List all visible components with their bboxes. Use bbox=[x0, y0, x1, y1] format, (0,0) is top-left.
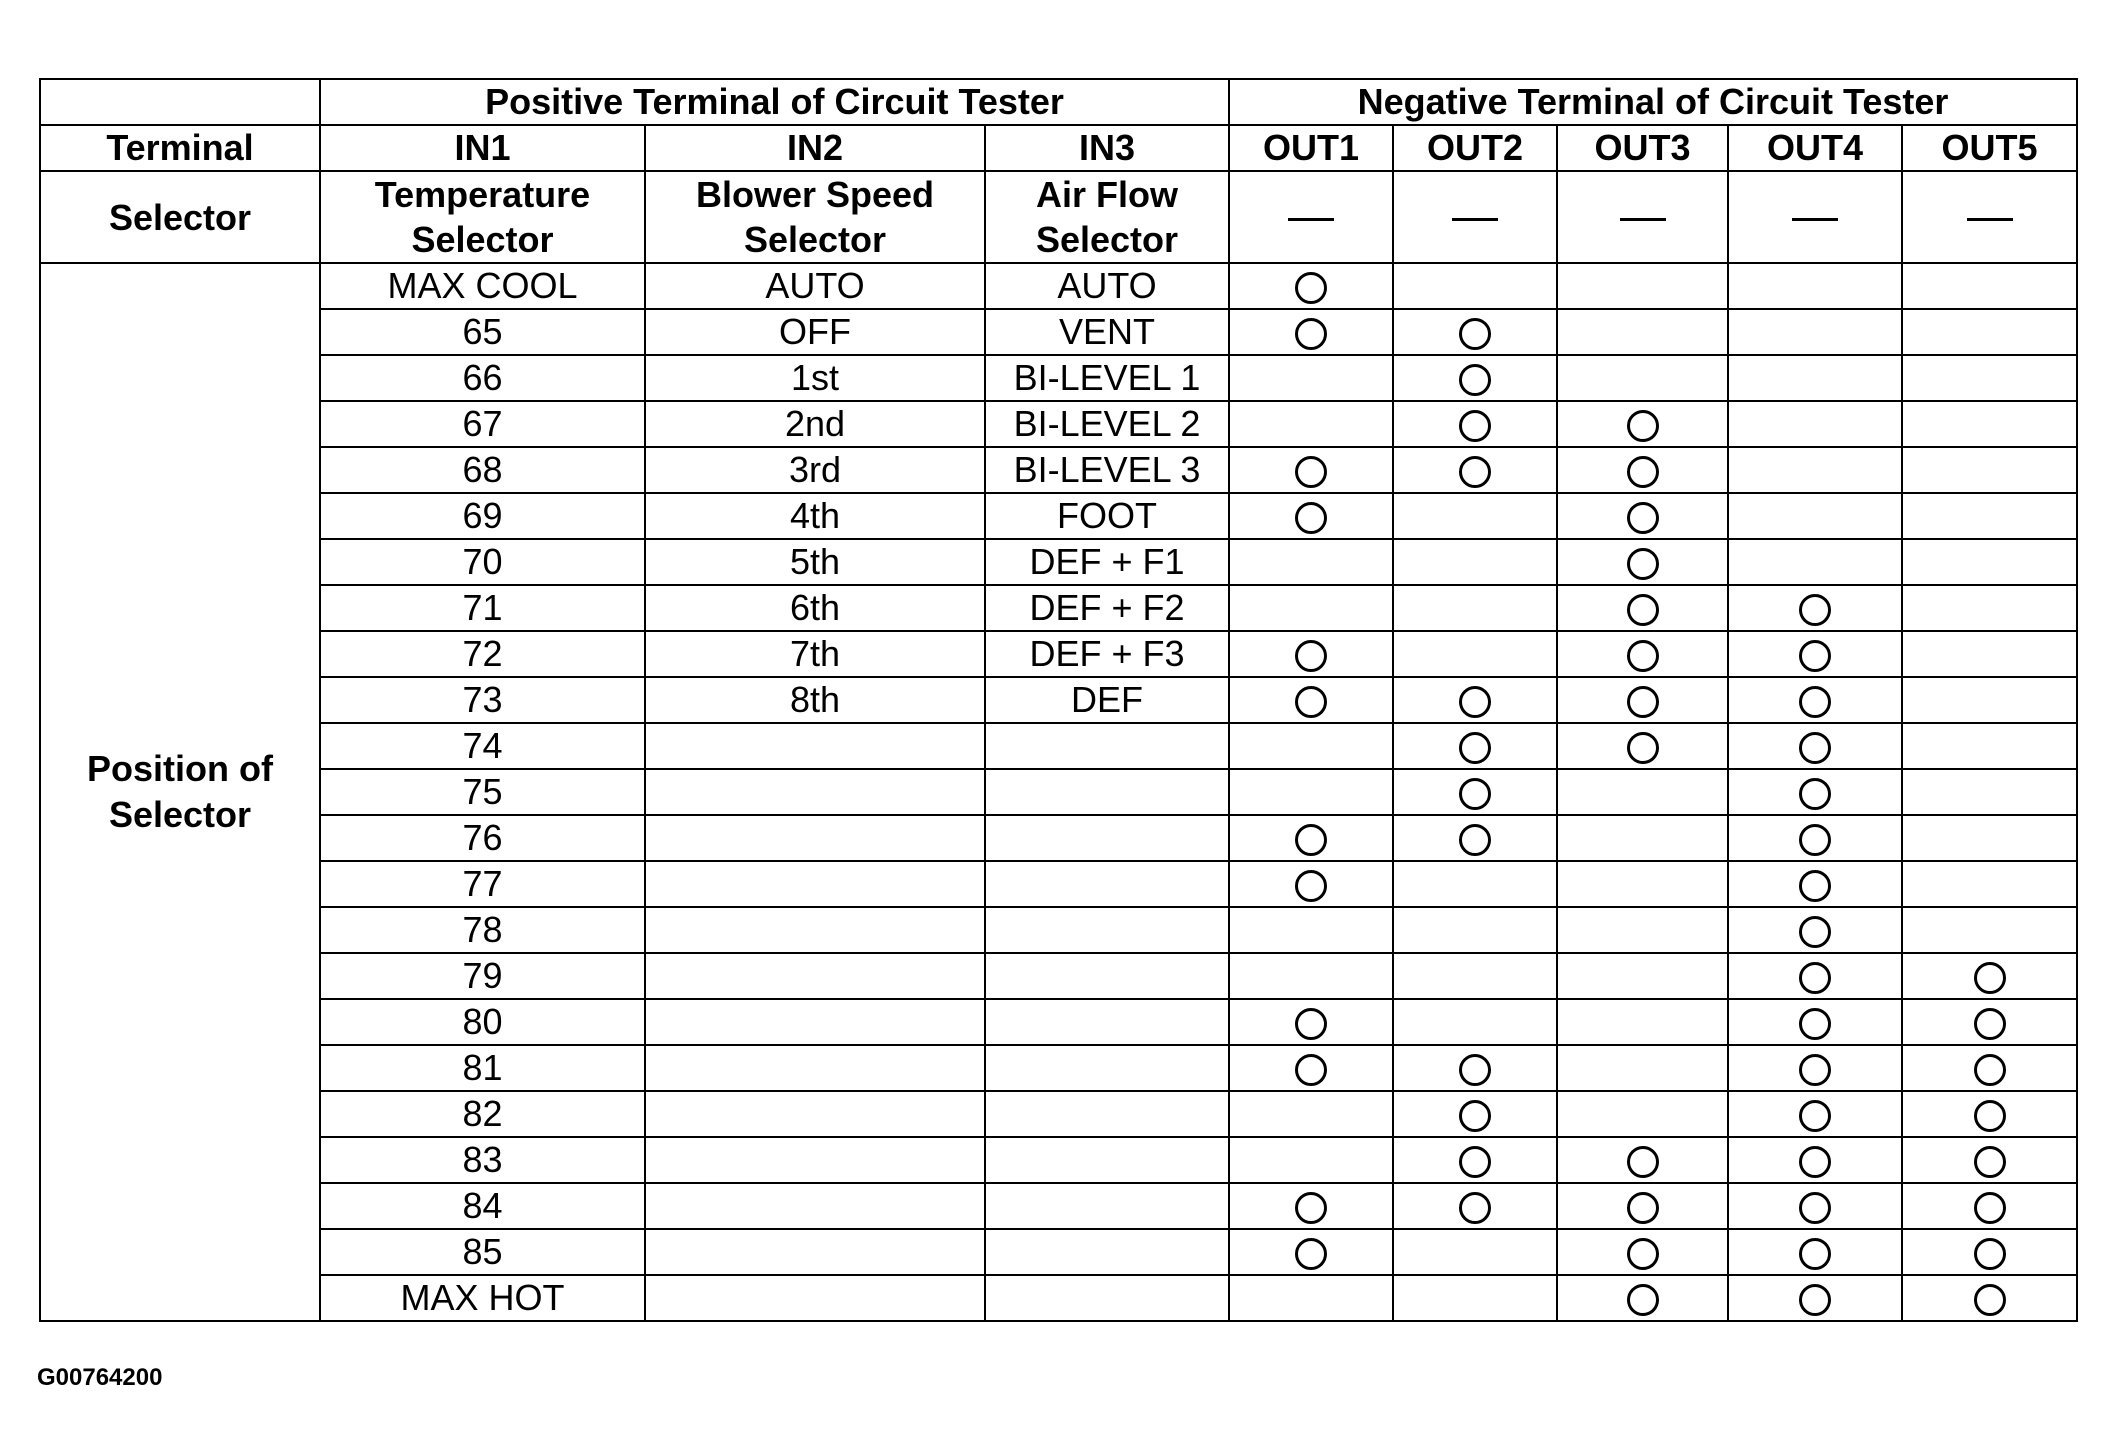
cell-out1 bbox=[1229, 585, 1393, 631]
cell-in1: 76 bbox=[320, 815, 645, 861]
table-row bbox=[40, 677, 2077, 723]
corner-cell bbox=[40, 79, 320, 125]
continuity-circle-icon bbox=[1627, 1284, 1659, 1316]
cell-in1: MAX HOT bbox=[320, 1275, 645, 1321]
cell-out4 bbox=[1728, 1137, 1902, 1183]
continuity-circle-icon bbox=[1459, 1054, 1491, 1086]
cell-out3 bbox=[1557, 907, 1728, 953]
cell-in1: 83 bbox=[320, 1137, 645, 1183]
cell-out1 bbox=[1229, 953, 1393, 999]
cell-out3 bbox=[1557, 861, 1728, 907]
cell-out3 bbox=[1557, 677, 1728, 723]
cell-in2 bbox=[645, 1137, 985, 1183]
cell-in3: DEF + F2 bbox=[985, 585, 1229, 631]
cell-out4 bbox=[1728, 263, 1902, 309]
cell-out4 bbox=[1728, 309, 1902, 355]
table-row bbox=[40, 1091, 2077, 1137]
continuity-circle-icon bbox=[1799, 1192, 1831, 1224]
cell-in3: BI-LEVEL 1 bbox=[985, 355, 1229, 401]
continuity-circle-icon bbox=[1295, 870, 1327, 902]
continuity-circle-icon bbox=[1799, 686, 1831, 718]
dash-mark bbox=[1452, 218, 1498, 221]
table-row bbox=[40, 999, 2077, 1045]
table-row bbox=[40, 539, 2077, 585]
cell-out4 bbox=[1728, 539, 1902, 585]
cell-in2: 7th bbox=[645, 631, 985, 677]
cell-out5 bbox=[1902, 1275, 2077, 1321]
cell-in1: 80 bbox=[320, 999, 645, 1045]
cell-out2 bbox=[1393, 631, 1557, 677]
continuity-circle-icon bbox=[1799, 778, 1831, 810]
continuity-circle-icon bbox=[1799, 870, 1831, 902]
cell-out5 bbox=[1902, 401, 2077, 447]
cell-in3 bbox=[985, 1229, 1229, 1275]
cell-in3: BI-LEVEL 2 bbox=[985, 401, 1229, 447]
cell-in2 bbox=[645, 1045, 985, 1091]
cell-in2: 6th bbox=[645, 585, 985, 631]
cell-in3 bbox=[985, 907, 1229, 953]
cell-out1 bbox=[1229, 769, 1393, 815]
cell-out1 bbox=[1229, 1183, 1393, 1229]
terminal-out2: OUT2 bbox=[1393, 125, 1557, 171]
cell-in2: 4th bbox=[645, 493, 985, 539]
cell-in2: OFF bbox=[645, 309, 985, 355]
cell-in3: VENT bbox=[985, 309, 1229, 355]
table-row bbox=[40, 1183, 2077, 1229]
cell-in1: 75 bbox=[320, 769, 645, 815]
cell-out3 bbox=[1557, 309, 1728, 355]
continuity-circle-icon bbox=[1799, 594, 1831, 626]
cell-in3 bbox=[985, 1045, 1229, 1091]
cell-out2 bbox=[1393, 585, 1557, 631]
cell-out5 bbox=[1902, 585, 2077, 631]
cell-out2 bbox=[1393, 401, 1557, 447]
cell-out2 bbox=[1393, 1091, 1557, 1137]
cell-out3 bbox=[1557, 815, 1728, 861]
cell-out5 bbox=[1902, 907, 2077, 953]
cell-in3: AUTO bbox=[985, 263, 1229, 309]
selector-label: Selector bbox=[40, 171, 320, 263]
cell-out5 bbox=[1902, 631, 2077, 677]
continuity-circle-icon bbox=[1295, 686, 1327, 718]
cell-in3: DEF + F1 bbox=[985, 539, 1229, 585]
cell-out4 bbox=[1728, 447, 1902, 493]
selector-out5 bbox=[1902, 171, 2077, 263]
continuity-circle-icon bbox=[1459, 456, 1491, 488]
continuity-circle-icon bbox=[1974, 1008, 2006, 1040]
continuity-circle-icon bbox=[1799, 824, 1831, 856]
cell-out5 bbox=[1902, 1183, 2077, 1229]
cell-out1 bbox=[1229, 493, 1393, 539]
cell-in3 bbox=[985, 1137, 1229, 1183]
terminal-out1: OUT1 bbox=[1229, 125, 1393, 171]
cell-out1 bbox=[1229, 861, 1393, 907]
selector-out2 bbox=[1393, 171, 1557, 263]
cell-in2 bbox=[645, 907, 985, 953]
cell-in1: 81 bbox=[320, 1045, 645, 1091]
cell-out2 bbox=[1393, 907, 1557, 953]
cell-in1: 68 bbox=[320, 447, 645, 493]
cell-in2 bbox=[645, 1091, 985, 1137]
cell-in3 bbox=[985, 723, 1229, 769]
cell-out1 bbox=[1229, 1275, 1393, 1321]
cell-out5 bbox=[1902, 1137, 2077, 1183]
cell-out4 bbox=[1728, 1183, 1902, 1229]
continuity-circle-icon bbox=[1627, 640, 1659, 672]
cell-out4 bbox=[1728, 631, 1902, 677]
cell-in2: 1st bbox=[645, 355, 985, 401]
continuity-circle-icon bbox=[1459, 732, 1491, 764]
cell-out5 bbox=[1902, 1229, 2077, 1275]
cell-out5 bbox=[1902, 355, 2077, 401]
table-row bbox=[40, 723, 2077, 769]
continuity-circle-icon bbox=[1627, 594, 1659, 626]
continuity-circle-icon bbox=[1627, 1146, 1659, 1178]
dash-mark bbox=[1792, 218, 1838, 221]
cell-in1: 67 bbox=[320, 401, 645, 447]
terminal-in3: IN3 bbox=[985, 125, 1229, 171]
continuity-circle-icon bbox=[1459, 778, 1491, 810]
cell-out5 bbox=[1902, 769, 2077, 815]
cell-in1: 70 bbox=[320, 539, 645, 585]
cell-out2 bbox=[1393, 815, 1557, 861]
continuity-circle-icon bbox=[1459, 364, 1491, 396]
table-row bbox=[40, 907, 2077, 953]
selector-out3 bbox=[1557, 171, 1728, 263]
selector-out1 bbox=[1229, 171, 1393, 263]
cell-in1: 66 bbox=[320, 355, 645, 401]
continuity-circle-icon bbox=[1974, 1054, 2006, 1086]
cell-out5 bbox=[1902, 1091, 2077, 1137]
cell-in1: 71 bbox=[320, 585, 645, 631]
cell-out2 bbox=[1393, 355, 1557, 401]
cell-in3 bbox=[985, 1183, 1229, 1229]
cell-in2: 8th bbox=[645, 677, 985, 723]
continuity-circle-icon bbox=[1295, 318, 1327, 350]
table-row bbox=[40, 355, 2077, 401]
cell-out1 bbox=[1229, 1229, 1393, 1275]
cell-out4 bbox=[1728, 769, 1902, 815]
cell-out4 bbox=[1728, 401, 1902, 447]
terminal-out4: OUT4 bbox=[1728, 125, 1902, 171]
cell-out1 bbox=[1229, 677, 1393, 723]
continuity-circle-icon bbox=[1799, 732, 1831, 764]
cell-out3 bbox=[1557, 493, 1728, 539]
continuity-circle-icon bbox=[1295, 824, 1327, 856]
cell-out1 bbox=[1229, 1137, 1393, 1183]
continuity-circle-icon bbox=[1627, 686, 1659, 718]
continuity-circle-icon bbox=[1295, 1008, 1327, 1040]
cell-out5 bbox=[1902, 861, 2077, 907]
cell-out3 bbox=[1557, 263, 1728, 309]
cell-out2 bbox=[1393, 447, 1557, 493]
continuity-circle-icon bbox=[1295, 640, 1327, 672]
table-row bbox=[40, 1137, 2077, 1183]
continuity-circle-icon bbox=[1295, 1238, 1327, 1270]
continuity-circle-icon bbox=[1799, 1238, 1831, 1270]
cell-out5 bbox=[1902, 677, 2077, 723]
cell-out3 bbox=[1557, 585, 1728, 631]
cell-out2 bbox=[1393, 309, 1557, 355]
cell-in1: 65 bbox=[320, 309, 645, 355]
table-row bbox=[40, 815, 2077, 861]
cell-out4 bbox=[1728, 861, 1902, 907]
continuity-circle-icon bbox=[1295, 272, 1327, 304]
continuity-circle-icon bbox=[1295, 502, 1327, 534]
continuity-circle-icon bbox=[1974, 962, 2006, 994]
cell-out3 bbox=[1557, 723, 1728, 769]
continuity-circle-icon bbox=[1627, 1192, 1659, 1224]
terminal-label: Terminal bbox=[40, 125, 320, 171]
cell-out4 bbox=[1728, 585, 1902, 631]
cell-out5 bbox=[1902, 539, 2077, 585]
cell-out5 bbox=[1902, 723, 2077, 769]
cell-out4 bbox=[1728, 355, 1902, 401]
cell-in3: DEF + F3 bbox=[985, 631, 1229, 677]
cell-out3 bbox=[1557, 355, 1728, 401]
cell-in2 bbox=[645, 815, 985, 861]
continuity-circle-icon bbox=[1459, 1192, 1491, 1224]
cell-out1 bbox=[1229, 1091, 1393, 1137]
cell-out4 bbox=[1728, 493, 1902, 539]
continuity-circle-icon bbox=[1295, 456, 1327, 488]
cell-in1: MAX COOL bbox=[320, 263, 645, 309]
cell-in3 bbox=[985, 999, 1229, 1045]
selector-in1: Temperature Selector bbox=[320, 171, 645, 263]
cell-out3 bbox=[1557, 1091, 1728, 1137]
cell-in2: 5th bbox=[645, 539, 985, 585]
cell-out4 bbox=[1728, 1091, 1902, 1137]
cell-in2 bbox=[645, 1183, 985, 1229]
terminal-in1: IN1 bbox=[320, 125, 645, 171]
continuity-circle-icon bbox=[1627, 548, 1659, 580]
continuity-circle-icon bbox=[1799, 1146, 1831, 1178]
table-row bbox=[40, 631, 2077, 677]
cell-out2 bbox=[1393, 999, 1557, 1045]
continuity-circle-icon bbox=[1799, 640, 1831, 672]
continuity-circle-icon bbox=[1974, 1146, 2006, 1178]
continuity-circle-icon bbox=[1799, 1054, 1831, 1086]
cell-in1: 77 bbox=[320, 861, 645, 907]
cell-in2: 3rd bbox=[645, 447, 985, 493]
negative-terminal-header: Negative Terminal of Circuit Tester bbox=[1229, 79, 2077, 125]
selector-row bbox=[40, 171, 2077, 263]
cell-out3 bbox=[1557, 1137, 1728, 1183]
cell-out4 bbox=[1728, 815, 1902, 861]
cell-out5 bbox=[1902, 999, 2077, 1045]
figure-code: G00764200 bbox=[37, 1364, 163, 1391]
continuity-circle-icon bbox=[1799, 1284, 1831, 1316]
cell-in1: 79 bbox=[320, 953, 645, 999]
cell-in2: 2nd bbox=[645, 401, 985, 447]
cell-out2 bbox=[1393, 677, 1557, 723]
cell-out2 bbox=[1393, 861, 1557, 907]
table-row bbox=[40, 861, 2077, 907]
cell-in3: BI-LEVEL 3 bbox=[985, 447, 1229, 493]
cell-out3 bbox=[1557, 769, 1728, 815]
cell-out1 bbox=[1229, 907, 1393, 953]
dash-mark bbox=[1288, 218, 1334, 221]
cell-in2: AUTO bbox=[645, 263, 985, 309]
cell-out2 bbox=[1393, 1229, 1557, 1275]
cell-in2 bbox=[645, 999, 985, 1045]
cell-in1: 82 bbox=[320, 1091, 645, 1137]
continuity-circle-icon bbox=[1974, 1284, 2006, 1316]
terminal-continuity-table bbox=[39, 78, 2078, 1322]
cell-out4 bbox=[1728, 953, 1902, 999]
cell-in3 bbox=[985, 1275, 1229, 1321]
cell-in2 bbox=[645, 861, 985, 907]
group-header-row bbox=[40, 79, 2077, 125]
continuity-circle-icon bbox=[1459, 1100, 1491, 1132]
table-row bbox=[40, 401, 2077, 447]
cell-out2 bbox=[1393, 263, 1557, 309]
terminal-out5: OUT5 bbox=[1902, 125, 2077, 171]
terminal-row bbox=[40, 125, 2077, 171]
cell-out5 bbox=[1902, 263, 2077, 309]
cell-out5 bbox=[1902, 953, 2077, 999]
table-row bbox=[40, 263, 2077, 309]
cell-out4 bbox=[1728, 1045, 1902, 1091]
cell-out3 bbox=[1557, 447, 1728, 493]
cell-out5 bbox=[1902, 815, 2077, 861]
cell-out5 bbox=[1902, 1045, 2077, 1091]
cell-in3: FOOT bbox=[985, 493, 1229, 539]
continuity-circle-icon bbox=[1799, 1100, 1831, 1132]
cell-in2 bbox=[645, 723, 985, 769]
table-row bbox=[40, 493, 2077, 539]
continuity-circle-icon bbox=[1295, 1054, 1327, 1086]
cell-out3 bbox=[1557, 953, 1728, 999]
table-row bbox=[40, 769, 2077, 815]
cell-out2 bbox=[1393, 1137, 1557, 1183]
cell-in2 bbox=[645, 1275, 985, 1321]
table-row bbox=[40, 309, 2077, 355]
continuity-circle-icon bbox=[1459, 318, 1491, 350]
cell-in1: 74 bbox=[320, 723, 645, 769]
cell-in1: 69 bbox=[320, 493, 645, 539]
cell-out1 bbox=[1229, 539, 1393, 585]
positive-terminal-header: Positive Terminal of Circuit Tester bbox=[320, 79, 1229, 125]
continuity-circle-icon bbox=[1459, 1146, 1491, 1178]
cell-in1: 78 bbox=[320, 907, 645, 953]
cell-out1 bbox=[1229, 401, 1393, 447]
cell-out3 bbox=[1557, 631, 1728, 677]
cell-out1 bbox=[1229, 309, 1393, 355]
position-label: Position of Selector bbox=[40, 263, 320, 1321]
cell-out4 bbox=[1728, 723, 1902, 769]
continuity-circle-icon bbox=[1799, 962, 1831, 994]
cell-in3 bbox=[985, 769, 1229, 815]
cell-out2 bbox=[1393, 723, 1557, 769]
cell-out3 bbox=[1557, 1045, 1728, 1091]
cell-out2 bbox=[1393, 1183, 1557, 1229]
cell-in1: 84 bbox=[320, 1183, 645, 1229]
cell-out4 bbox=[1728, 907, 1902, 953]
cell-out2 bbox=[1393, 539, 1557, 585]
cell-out1 bbox=[1229, 999, 1393, 1045]
selector-in3: Air Flow Selector bbox=[985, 171, 1229, 263]
cell-out3 bbox=[1557, 401, 1728, 447]
cell-in3 bbox=[985, 953, 1229, 999]
cell-out1 bbox=[1229, 815, 1393, 861]
continuity-circle-icon bbox=[1974, 1100, 2006, 1132]
continuity-circle-icon bbox=[1627, 1238, 1659, 1270]
selector-out4 bbox=[1728, 171, 1902, 263]
cell-out1 bbox=[1229, 263, 1393, 309]
cell-out5 bbox=[1902, 447, 2077, 493]
cell-out1 bbox=[1229, 723, 1393, 769]
continuity-circle-icon bbox=[1974, 1238, 2006, 1270]
cell-in3: DEF bbox=[985, 677, 1229, 723]
cell-in2 bbox=[645, 769, 985, 815]
dash-mark bbox=[1967, 218, 2013, 221]
continuity-circle-icon bbox=[1627, 502, 1659, 534]
cell-out3 bbox=[1557, 539, 1728, 585]
continuity-circle-icon bbox=[1459, 686, 1491, 718]
cell-in1: 85 bbox=[320, 1229, 645, 1275]
selector-in2: Blower Speed Selector bbox=[645, 171, 985, 263]
cell-out4 bbox=[1728, 677, 1902, 723]
cell-in3 bbox=[985, 861, 1229, 907]
cell-out3 bbox=[1557, 1229, 1728, 1275]
cell-out2 bbox=[1393, 953, 1557, 999]
cell-out1 bbox=[1229, 1045, 1393, 1091]
cell-out5 bbox=[1902, 493, 2077, 539]
cell-out2 bbox=[1393, 1045, 1557, 1091]
table-row bbox=[40, 1045, 2077, 1091]
cell-out3 bbox=[1557, 999, 1728, 1045]
continuity-circle-icon bbox=[1627, 732, 1659, 764]
continuity-circle-icon bbox=[1627, 456, 1659, 488]
table-row bbox=[40, 585, 2077, 631]
cell-out4 bbox=[1728, 1275, 1902, 1321]
continuity-circle-icon bbox=[1459, 824, 1491, 856]
cell-in1: 73 bbox=[320, 677, 645, 723]
cell-out2 bbox=[1393, 769, 1557, 815]
cell-out2 bbox=[1393, 493, 1557, 539]
cell-in1: 72 bbox=[320, 631, 645, 677]
cell-in3 bbox=[985, 1091, 1229, 1137]
cell-in2 bbox=[645, 953, 985, 999]
cell-in3 bbox=[985, 815, 1229, 861]
table-row bbox=[40, 447, 2077, 493]
cell-out5 bbox=[1902, 309, 2077, 355]
cell-out1 bbox=[1229, 631, 1393, 677]
terminal-out3: OUT3 bbox=[1557, 125, 1728, 171]
continuity-circle-icon bbox=[1627, 410, 1659, 442]
cell-out4 bbox=[1728, 999, 1902, 1045]
cell-out3 bbox=[1557, 1275, 1728, 1321]
continuity-circle-icon bbox=[1974, 1192, 2006, 1224]
cell-out1 bbox=[1229, 447, 1393, 493]
table-row bbox=[40, 953, 2077, 999]
table-row bbox=[40, 1229, 2077, 1275]
cell-out2 bbox=[1393, 1275, 1557, 1321]
continuity-circle-icon bbox=[1459, 410, 1491, 442]
continuity-circle-icon bbox=[1799, 916, 1831, 948]
continuity-circle-icon bbox=[1295, 1192, 1327, 1224]
table-row bbox=[40, 1275, 2077, 1321]
dash-mark bbox=[1620, 218, 1666, 221]
cell-in2 bbox=[645, 1229, 985, 1275]
cell-out4 bbox=[1728, 1229, 1902, 1275]
continuity-circle-icon bbox=[1799, 1008, 1831, 1040]
terminal-in2: IN2 bbox=[645, 125, 985, 171]
cell-out1 bbox=[1229, 355, 1393, 401]
cell-out3 bbox=[1557, 1183, 1728, 1229]
